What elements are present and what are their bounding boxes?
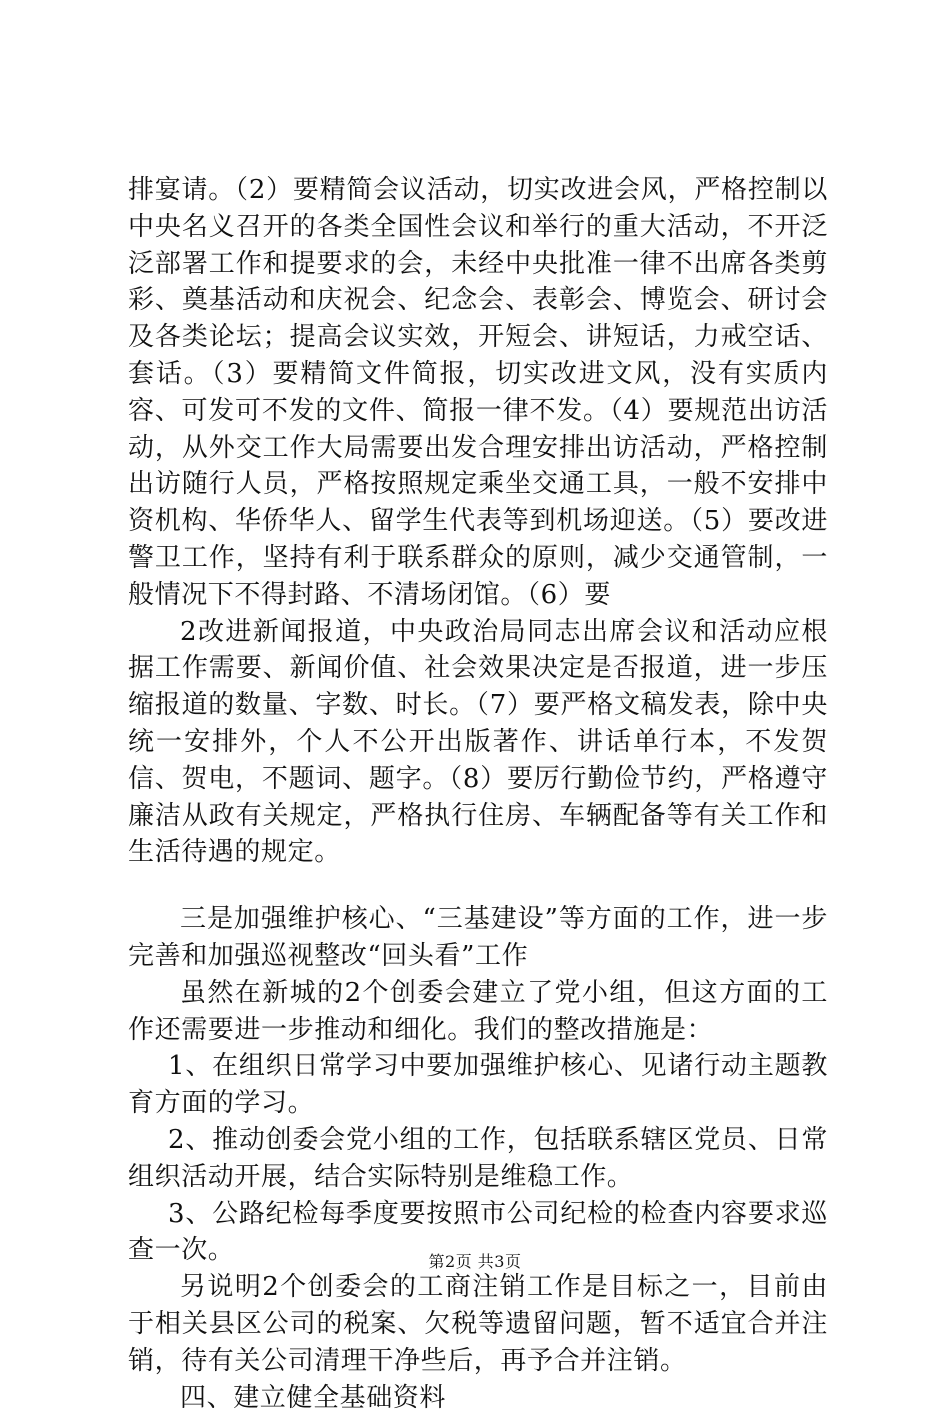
paragraph-news-reporting: 2改进新闻报道，中央政治局同志出席会议和活动应根据工作需要、新闻价值、社会效果决定是否报道，进一步压缩报道的数量、字数、时长。（7）要严格文稿发表，除中央统一安排外，个人不公开出版著作、讲话单行本，不发贺信、贺电，不题词、题字。（8）要厉行勤俭节约，严格遵守廉洁从政有关规定，严格执行住房、车辆配备等有关工作和生活待遇的规定。 xyxy=(128,614,828,872)
document-body xyxy=(128,172,828,1416)
paragraph-gap xyxy=(128,871,828,901)
page-footer: 第2页 共3页 xyxy=(0,1252,950,1272)
paragraph-note: 另说明2个创委会的工商注销工作是目标之一，目前由于相关县区公司的税案、欠税等遗留问题，暂不适宜合并注销，待有关公司清理干净些后，再予合并注销。 xyxy=(128,1269,828,1379)
section-heading-three: 三是加强维护核心、“三基建设”等方面的工作，进一步完善和加强巡视整改“回头看”工作 xyxy=(128,901,828,975)
list-item-1: 1、在组织日常学习中要加强维护核心、见诸行动主题教育方面的学习。 xyxy=(128,1048,828,1122)
list-item-2: 2、推动创委会党小组的工作，包括联系辖区党员、日常组织活动开展，结合实际特别是维稳工作。 xyxy=(128,1122,828,1196)
paragraph-continued: 排宴请。（2）要精简会议活动，切实改进会风，严格控制以中央名义召开的各类全国性会议和举行的重大活动，不开泛泛部署工作和提要求的会，未经中央批准一律不出席各类剪彩、奠基活动和庆祝会、纪念会、表彰会、博览会、研讨会及各类论坛；提高会议实效，开短会、讲短话，力戒空话、套话。（3）要精简文件简报，切实改进文风，没有实质内容、可发可不发的文件、简报一律不发。（4）要规范出访活动，从外交工作大局需要出发合理安排出访活动，严格控制出访随行人员，严格按照规定乘坐交通工具，一般不安排中资机构、华侨华人、留学生代表等到机场迎送。（5）要改进警卫工作，坚持有利于联系群众的原则，减少交通管制，一般情况下不得封路、不清场闭馆。（6）要 xyxy=(128,172,828,614)
paragraph-party-group: 虽然在新城的2个创委会建立了党小组，但这方面的工作还需要进一步推动和细化。我们的整改措施是： xyxy=(128,975,828,1049)
list-item-3: 3、公路纪检每季度要按照市公司纪检的检查内容要求巡查一次。 xyxy=(128,1196,828,1270)
section-heading-four: 四、建立健全基础资料 xyxy=(128,1380,828,1416)
